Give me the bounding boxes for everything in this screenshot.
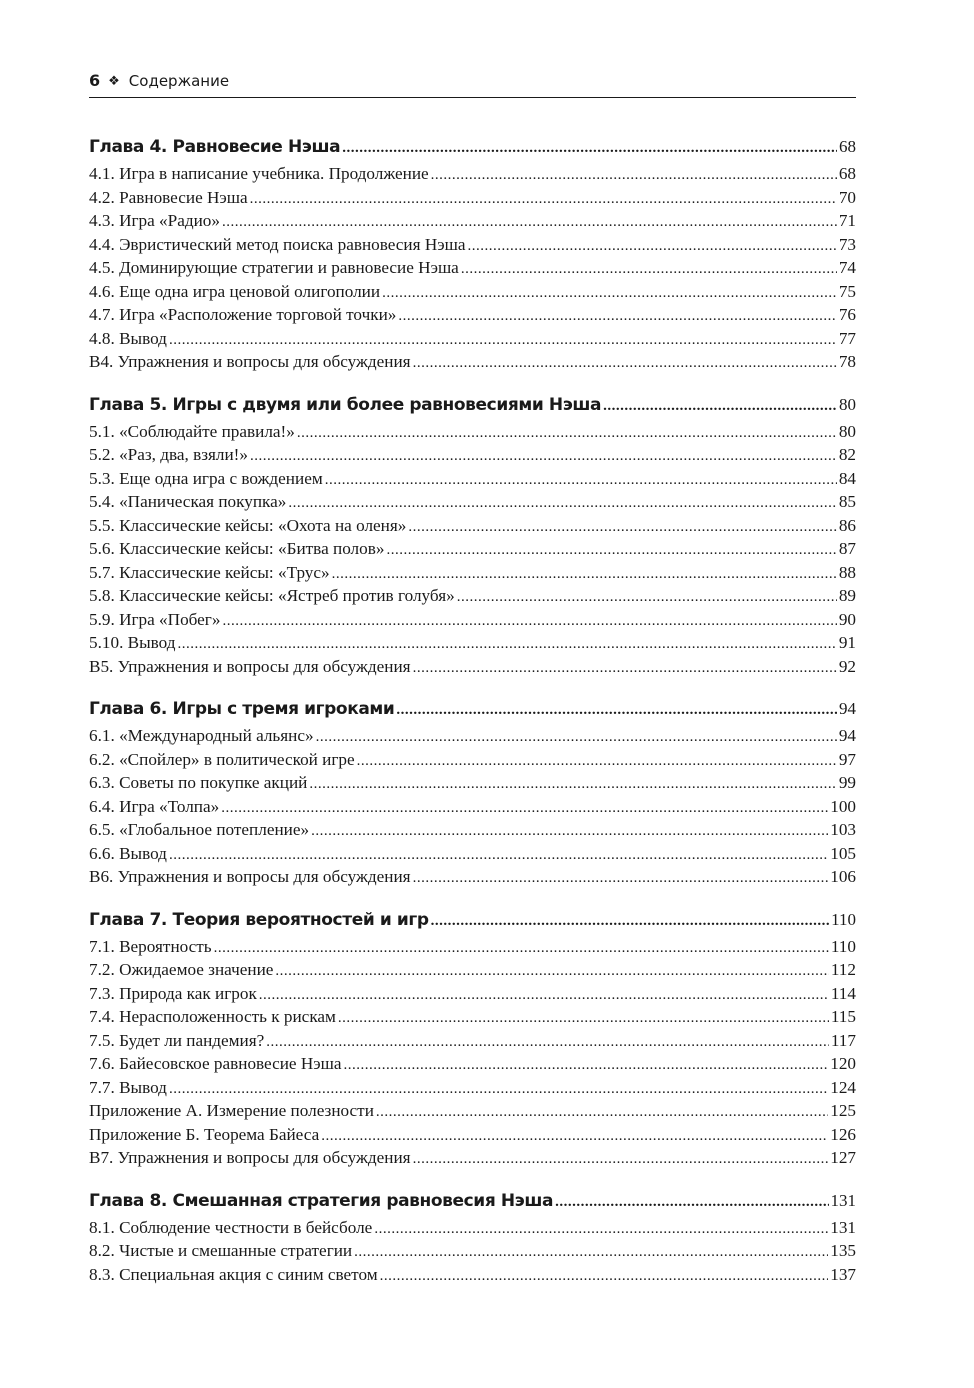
toc-entry-page: 90 [838,609,856,629]
toc-entry[interactable] [89,350,856,374]
toc-entry-title: В4. Упражнения и вопросы для обсуждения [89,352,411,371]
chapter-heading-page: 110 [831,909,856,929]
toc-entry[interactable] [89,1123,856,1147]
dot-leader [398,305,836,329]
chapter-heading-page: 80 [839,394,856,414]
toc-entry-page: 87 [838,539,856,558]
toc-entry-title: 6.6. Вывод [89,843,167,863]
dot-leader [344,1054,829,1078]
toc-entry[interactable] [89,327,856,351]
toc-entry-title: В6. Упражнения и вопросы для обсуждения [89,867,411,886]
toc-entry[interactable] [89,537,856,561]
toc-entry-page: 91 [838,633,856,652]
toc-entry-title: 4.4. Эвристический метод поиска равновесия Нэша [89,234,466,254]
dot-leader [259,984,829,1008]
toc-entry-page: 97 [838,749,856,769]
toc-entry[interactable] [89,631,856,655]
chapter-heading[interactable] [89,1186,856,1216]
toc-entry-title: 4.7. Игра «Расположение торговой точки» [89,305,397,324]
toc-entry-page: 94 [838,726,856,745]
dot-leader [461,258,837,282]
toc-entry-title: Приложение А. Измерение полезности [89,1101,374,1120]
toc-entry-title: 7.1. Вероятность [89,936,212,956]
toc-entry-page: 126 [830,1124,856,1144]
dot-leader [250,445,837,469]
dot-leader [297,422,837,446]
toc-entry[interactable] [89,982,856,1006]
toc-entry-title: 5.8. Классические кейсы: «Ястреб против голубя» [89,586,455,605]
toc-entry[interactable] [89,818,856,842]
toc-entry-title: 4.3. Игра «Радио» [89,211,220,230]
chapter-heading-page: 68 [839,137,856,156]
dot-leader [266,1031,829,1055]
dot-leader [288,492,836,516]
dot-leader [380,1265,829,1289]
toc-entry-title: 5.10. Вывод [89,633,176,652]
toc-entry-title: 6.4. Игра «Толпа» [89,796,220,816]
dot-leader [169,844,828,868]
toc-entry[interactable] [89,561,856,585]
dot-leader [396,695,837,725]
toc-entry-title: 6.3. Советы по покупке акций [89,773,308,792]
toc-entry-page: 106 [830,867,856,886]
toc-entry[interactable] [89,514,856,538]
toc-entry[interactable] [89,608,856,632]
dot-leader [603,391,837,421]
chapter-heading-title: Глава 7. Теория вероятностей и игр [89,909,429,930]
dot-leader [169,329,837,353]
dot-leader [457,586,837,610]
toc-entry-title: 4.6. Еще одна игра ценовой олигополии [89,281,381,301]
toc-entry[interactable] [89,842,856,866]
toc-entry-page: 85 [838,492,856,511]
toc-entry-title: Приложение Б. Теорема Байеса [89,1124,320,1144]
dot-leader [309,773,836,797]
dot-leader [376,1101,828,1125]
toc-entry-title: 8.3. Специальная акция с синим светом [89,1264,378,1284]
header-title: Содержание [128,72,230,90]
dot-leader [222,211,837,235]
toc-entry-title: 6.5. «Глобальное потепление» [89,820,310,839]
toc-entry[interactable] [89,1005,856,1029]
dot-leader [332,563,837,587]
toc-entry-page: 88 [838,562,856,582]
dot-leader [357,750,837,774]
toc-entry-title: 5.3. Еще одна игра с вождением [89,468,323,488]
toc-entry-page: 77 [838,328,856,348]
toc-entry[interactable] [89,303,856,327]
toc-entry[interactable] [89,655,856,679]
toc-entry-page: 75 [838,281,856,301]
toc-entry-page: 80 [838,421,856,441]
toc-entry[interactable] [89,490,856,514]
toc-entry-page: 125 [830,1101,856,1120]
toc-entry-page: 71 [838,211,856,230]
toc-entry[interactable] [89,935,856,959]
dot-leader [408,516,836,540]
chapter-heading-title: Глава 8. Смешанная стратегия равновесия Нэша [89,1190,554,1211]
dot-leader [413,352,837,376]
toc-entry-title: 5.6. Классические кейсы: «Битва полов» [89,539,385,558]
chapter-heading-page: 94 [839,699,856,718]
dot-leader [413,657,837,681]
toc-entry-title: 4.8. Вывод [89,328,167,348]
toc-entry-page: 100 [830,796,856,816]
toc-entry-page: 112 [830,960,856,979]
toc-entry[interactable] [89,1076,856,1100]
dot-leader [221,797,828,821]
toc-entry-title: 4.2. Равновесие Нэша [89,187,248,207]
dot-leader [338,1007,829,1031]
dot-leader [431,164,837,188]
toc-entry-page: 84 [838,468,856,488]
dot-leader [413,1148,829,1172]
dot-leader [250,188,837,212]
toc-entry-page: 117 [830,1030,856,1050]
toc-entry-title: 5.5. Классические кейсы: «Охота на оленя» [89,515,407,535]
toc-entry-title: В7. Упражнения и вопросы для обсуждения [89,1148,411,1167]
dot-leader [413,867,829,891]
toc-entry[interactable] [89,865,856,889]
toc-entry-title: 8.2. Чистые и смешанные стратегии [89,1241,353,1260]
toc-entry[interactable] [89,256,856,280]
dot-leader [169,1078,828,1102]
toc-entry-page: 115 [830,1007,856,1026]
toc-entry-page: 103 [830,820,856,839]
toc-entry-title: 4.5. Доминирующие стратегии и равновесие Нэша [89,258,459,277]
toc-entry-title: 7.3. Природа как игрок [89,983,257,1003]
dot-leader [325,469,837,493]
toc-entry-title: В5. Упражнения и вопросы для обсуждения [89,656,411,676]
toc-entry[interactable] [89,233,856,257]
dot-leader [321,1125,828,1149]
toc-entry-title: 5.7. Классические кейсы: «Трус» [89,562,330,582]
table-of-contents [89,132,856,1286]
toc-entry-page: 86 [838,515,856,535]
toc-entry-page: 78 [838,352,856,371]
toc-entry-page: 82 [838,445,856,464]
toc-entry-page: 114 [830,983,856,1003]
dot-leader [386,539,836,563]
chapter-heading-title: Глава 6. Игры с тремя игроками [89,699,395,719]
toc-entry[interactable] [89,1146,856,1170]
toc-entry-title: 5.4. «Паническая покупка» [89,492,287,511]
toc-entry[interactable] [89,1263,856,1287]
toc-entry-page: 127 [830,1148,856,1167]
toc-entry[interactable] [89,724,856,748]
dot-leader [311,820,828,844]
dot-leader [178,633,837,657]
toc-entry-page: 135 [830,1241,856,1260]
toc-entry-page: 73 [838,234,856,254]
toc-entry-title: 7.5. Будет ли пандемия? [89,1030,265,1050]
toc-entry-page: 99 [838,773,856,792]
toc-entry[interactable] [89,958,856,982]
toc-entry[interactable] [89,771,856,795]
toc-entry-title: 7.7. Вывод [89,1077,167,1097]
toc-entry-page: 131 [830,1217,856,1237]
dot-leader [431,906,829,936]
toc-entry-title: 7.6. Байесовское равновесие Нэша [89,1054,342,1073]
dot-leader [214,937,829,961]
dot-leader [374,1218,828,1242]
dot-leader [382,282,837,306]
document-page [89,71,856,1286]
dot-leader [555,1187,828,1217]
toc-entry-title: 7.4. Нерасположенность к рискам [89,1007,336,1026]
toc-entry-page: 110 [830,936,856,956]
toc-entry-page: 124 [830,1077,856,1097]
toc-entry-title: 7.2. Ожидаемое значение [89,960,274,979]
chapter-heading-title: Глава 4. Равновесие Нэша [89,137,341,157]
toc-entry[interactable] [89,443,856,467]
dot-leader [316,726,837,750]
toc-entry-page: 105 [830,843,856,863]
page-number: 6 [89,71,101,90]
chapter-heading[interactable] [89,132,856,162]
chapter-heading-title: Глава 5. Игры с двумя или более равновесиями Нэша [89,394,602,415]
toc-entry[interactable] [89,584,856,608]
toc-entry-title: 5.1. «Соблюдайте правила!» [89,421,295,441]
chapter-heading[interactable] [89,390,856,420]
toc-entry[interactable] [89,467,856,491]
toc-entry-title: 4.1. Игра в написание учебника. Продолжение [89,164,429,183]
toc-entry-page: 89 [838,586,856,605]
toc-entry-page: 120 [830,1054,856,1073]
toc-entry[interactable] [89,209,856,233]
dot-leader [222,610,836,634]
toc-entry[interactable] [89,186,856,210]
toc-entry-page: 68 [838,164,856,183]
dot-leader [275,960,828,984]
toc-entry[interactable] [89,795,856,819]
toc-entry[interactable] [89,162,856,186]
toc-entry-page: 76 [838,305,856,324]
toc-entry[interactable] [89,420,856,444]
toc-entry-page: 70 [838,187,856,207]
toc-entry-page: 137 [830,1264,856,1284]
toc-entry-title: 6.2. «Спойлер» в политической игре [89,749,355,769]
dot-leader [354,1241,828,1265]
toc-entry-title: 5.9. Игра «Побег» [89,609,221,629]
chapter-heading-page: 131 [830,1190,856,1210]
toc-entry[interactable] [89,1099,856,1123]
ornament-icon: ❖ [108,74,120,89]
toc-entry-title: 8.1. Соблюдение честности в бейсболе [89,1217,373,1237]
dot-leader [342,133,837,163]
chapter-heading[interactable] [89,905,856,935]
toc-entry[interactable] [89,1029,856,1053]
toc-entry-title: 5.2. «Раз, два, взяли!» [89,445,249,464]
toc-entry[interactable] [89,1216,856,1240]
toc-entry[interactable] [89,1239,856,1263]
toc-entry[interactable] [89,1052,856,1076]
running-header [89,71,856,98]
toc-entry-page: 74 [838,258,856,277]
toc-entry-page: 92 [838,656,856,676]
dot-leader [468,235,837,259]
toc-entry-title: 6.1. «Международный альянс» [89,726,314,745]
chapter-heading[interactable] [89,694,856,724]
toc-entry[interactable] [89,280,856,304]
toc-entry[interactable] [89,748,856,772]
